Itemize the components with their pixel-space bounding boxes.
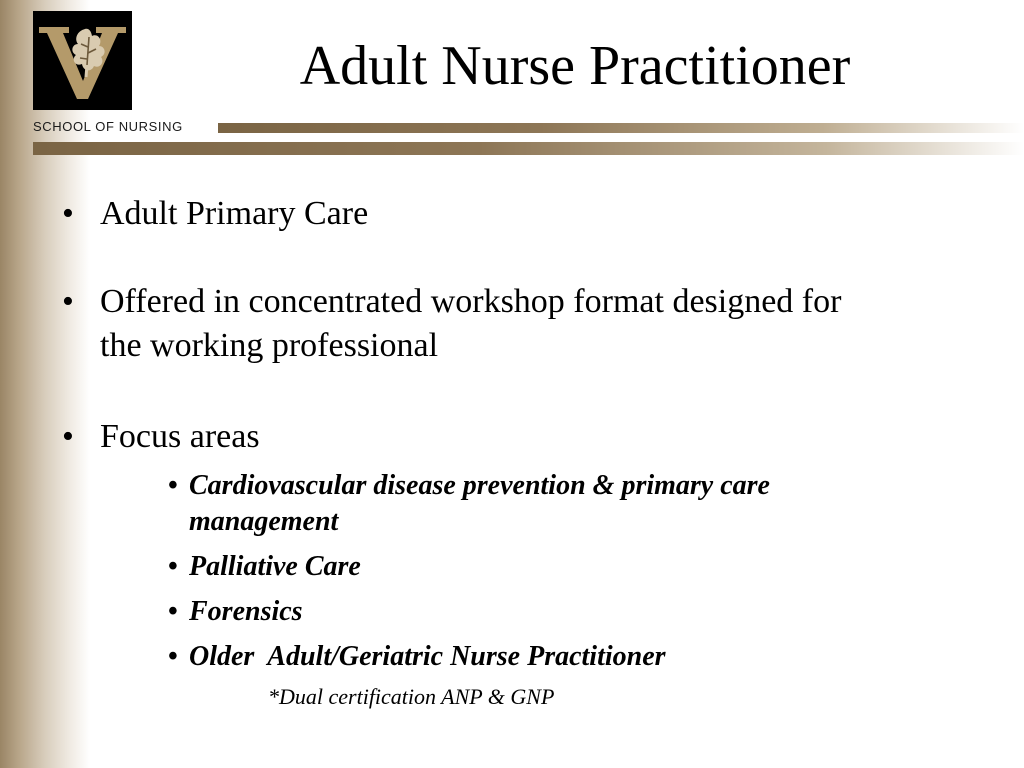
sub-bullet-marker: • [168, 596, 178, 627]
sub-bullet-marker: • [168, 551, 178, 582]
focus-area-text: Older Adult/Geriatric Nurse Practitioner [189, 641, 666, 672]
focus-area-text: Palliative Care [189, 551, 361, 582]
dual-certification-note: *Dual certification ANP & GNP [268, 684, 555, 709]
school-of-nursing-label: SCHOOL OF NURSING [33, 119, 183, 134]
focus-area-text-line: Cardiovascular disease prevention & primary care [189, 470, 770, 501]
bullet-text-line: Offered in concentrated workshop format designed for [100, 283, 842, 320]
sub-bullet-marker: • [168, 470, 178, 501]
bullet-marker: • [62, 418, 74, 455]
bullet-text: Adult Primary Care [100, 195, 369, 232]
bullet-text: Focus areas [100, 418, 260, 455]
focus-area-text-line: management [189, 506, 339, 537]
bullet-marker: • [62, 195, 74, 232]
bullet-marker: • [62, 283, 74, 320]
bullet-text-line: the working professional [100, 327, 439, 364]
sub-bullet-marker: • [168, 641, 178, 672]
focus-area-text: Forensics [189, 596, 303, 627]
slide-title: Adult Nurse Practitioner [299, 35, 851, 97]
